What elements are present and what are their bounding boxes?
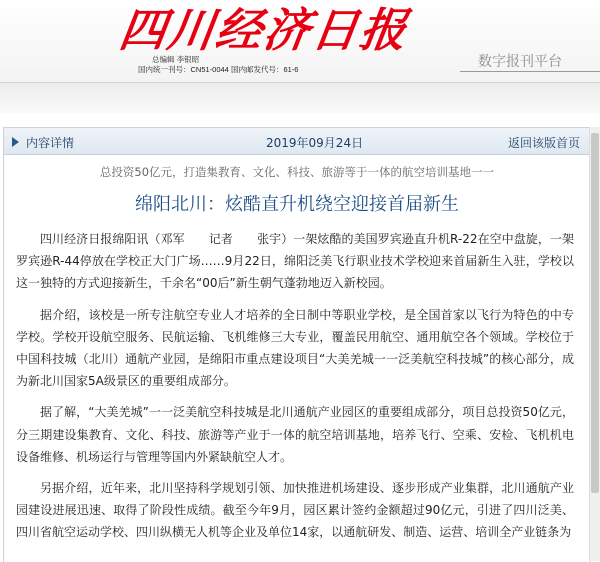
triangle-right-icon xyxy=(12,137,19,147)
masthead xyxy=(0,0,600,83)
content-header-bar xyxy=(4,128,590,155)
article-subtitle: 总投资50亿元，打造集教育、文化、科技、旅游等于一体的航空培训基地一一 xyxy=(99,165,495,179)
article-paragraph: 另据介绍，近年来，北川坚持科学规划引领、加快推进机场建设、逐步形成产业集群，北川通航产业园建设进展迅速、取得了阶段性成绩。截至今年9月，园区累计签约金额超过90亿元，引进了四川泛美、四川省航空运动学校、四川纵横无人机等企业及单位14家，以通航研发、制造、运营、培训全产业链条为 xyxy=(16,481,574,540)
back-to-page-link[interactable]: 返回该版首页 xyxy=(508,136,581,150)
publication-info xyxy=(138,55,298,75)
article-paragraph: 据介绍，该校是一所专注航空专业人才培养的全日制中等职业学校，是全国首家以飞行为特色的中专学校。学校开设航空服务、民航运输、飞机维修三大专业，覆盖民用航空、通用航空各个领域。学校位于中国科技城（北川）通航产业园，是绵阳市重点建设项目“大美羌城一一泛美航空科技城”的核心部分，成为新北川国家5A级景区的重要组成部分。 xyxy=(16,307,574,389)
platform-divider xyxy=(460,71,600,72)
issue-date: 2019年09月24日 xyxy=(266,136,364,150)
scrollbar-thumb[interactable] xyxy=(591,133,599,493)
issue-line: 国内统一刊号：CN51-0044 国内邮发代号：61-6 xyxy=(138,65,299,74)
article-body xyxy=(16,228,574,553)
article-paragraph: 据了解，“大美羌城”一一泛美航空科技城是北川通航产业园区的重要组成部分，项目总投资50亿元，分三期建设集教育、文化、科技、旅游等产业于一体的航空培训基地，培养飞行、空乘、安检、飞机机电设备维修、机场运行与管理等国内外紧缺航空人才。 xyxy=(16,405,574,464)
header-background-strip xyxy=(0,83,600,113)
article-frame xyxy=(3,127,591,562)
article-headline: 绵阳北川：炫酷直升机绕空迎接首届新生 xyxy=(135,194,459,215)
article-paragraph: 四川经济日报绵阳讯（邓军 记者 张宇）一架炫酷的美国罗宾逊直升机R-22在空中盘旋，一架罗宾逊R-44停放在学校正大门广场……9月22日，绵阳泛美飞行职业技术学校迎来首届新生入驻，学校以这一独特的方式迎接新生，千余名“00后”新生朝气蓬勃地迈入新校园。 xyxy=(16,232,574,291)
platform-title: 数字报刊平台 xyxy=(478,54,562,70)
section-label: 内容详情 xyxy=(26,136,75,150)
editor-line: 总编辑 李银昭 xyxy=(152,55,200,64)
vertical-scrollbar[interactable] xyxy=(589,127,600,561)
newspaper-logo: 四川经济日报 xyxy=(116,3,412,57)
